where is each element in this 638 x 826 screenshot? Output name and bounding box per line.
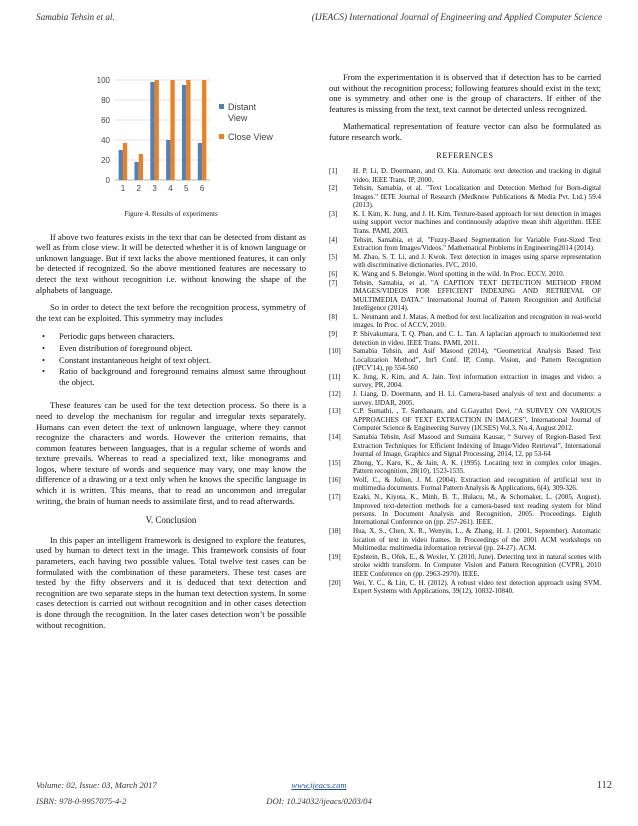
- reference-text: Wolf, C., & Jolion, J. M. (2004). Extraction and recognition of artificial text in multimedia documents. Formal Pattern Analysis & Applications, 6(4), 309-326.: [353, 475, 601, 493]
- bullet-icon: •: [42, 342, 45, 353]
- reference-number: [13]: [329, 407, 341, 416]
- bar-series-2: [123, 143, 127, 180]
- reference-item: [329, 476, 601, 493]
- bullet-item: • Constant instantaneous height of text object.: [42, 354, 211, 365]
- reference-item: [329, 493, 601, 527]
- reference-item: [329, 407, 601, 432]
- reference-text: Samabia Tehsin, Asif Masood and Sumaira Kausar, “ Survey of Region-Based Text Extraction Techniques for Efficient Indexing of Image/Video Retrieval”, International Journal of Image, Graphics and Signal Processing, 2014, 12, pp 53-64: [353, 433, 601, 458]
- footer-doi: DOI: 10.24032/ijeacs/0203/04: [266, 796, 372, 806]
- reference-text: C.P. Sumathi, , T. Santhanam, and G.Gayathri Devi, “A SURVEY ON VARIOUS APPROACHES OF TEXT EXTRACTION IN IMAGES”, International Journal of Computer Science & Engineering Survey (IJCSES) Vol.3, No.4, August 2012.: [353, 407, 601, 433]
- legend-label-distant-view: Distant View: [228, 102, 257, 123]
- bullet-item: • Even distribution of foreground object.: [42, 342, 193, 353]
- reference-text: Samabia Tehsin, and Asif Masood (2014), “Geometrical Analysis Based Text Localization Method”, Int'l Conf. IP, Comp. Vision, and Pattern Recognition (IPCV'14), pp 554-560: [353, 347, 601, 373]
- reference-item: [329, 527, 601, 552]
- reference-text: J. Liang, D. Doermann, and H. Li. Camera-based analysis of text and documents: a survey. IJDAR, 2005.: [353, 390, 601, 407]
- bar-series-1: [166, 140, 170, 180]
- reference-number: [18]: [329, 527, 341, 536]
- reference-item: [329, 433, 601, 458]
- reference-text: Ezaki, N., Kiyota, K., Minh, B. T., Bulacu, M., & Schomaker, L. (2005, August). Improved text-detection methods for a camera-based text reading system for blind persons. In Document Analysis and Recognition, 2005. Proceedings. Eighth International Conference on (pp. 257-261). IEEE.: [353, 493, 601, 527]
- y-tick-label: 20: [101, 156, 110, 165]
- reference-item: [329, 313, 601, 330]
- y-tick-label: 80: [101, 96, 110, 105]
- reference-number: [5]: [329, 252, 338, 261]
- bar-series-1: [198, 143, 202, 180]
- section-heading-conclusion: V. Conclusion: [145, 515, 197, 526]
- reference-item: [329, 210, 601, 235]
- legend-swatch-1: [219, 104, 224, 109]
- reference-text: Zhong, Y., Karu, K., & Jain, A. K. (1995). Locating text in complex color images. Pattern recognition, 28(10), 1523-1535.: [353, 458, 601, 476]
- y-tick-label: 0: [105, 176, 110, 185]
- reference-item: [329, 253, 601, 270]
- footer-journal-link[interactable]: www.ijeacs.com: [291, 780, 347, 790]
- y-tick-label: 60: [101, 116, 110, 125]
- references-heading: REFERENCES: [436, 150, 494, 160]
- reference-number: [20]: [329, 578, 341, 587]
- bar-series-2: [170, 80, 174, 180]
- reference-item: [329, 390, 601, 407]
- reference-list: [329, 167, 601, 595]
- reference-item: [329, 184, 601, 209]
- bullet-icon: •: [42, 354, 45, 365]
- figure-caption: Figure 4. Results of experiments: [124, 210, 218, 218]
- x-tick-label: 1: [120, 184, 126, 193]
- reference-text: Hua, X. S., Chen, X. R., Wenyin, L., & Zhang, H. J. (2001, September). Automatic location of text in video frames. In Proceedings of the 2001 ACM workshops on Multimedia: multimedia information retrieval (pp. 24-27). ACM.: [353, 527, 601, 553]
- reference-number: [14]: [329, 433, 341, 442]
- reference-text: Wei, Y. C., & Lin, C. H. (2012). A robust video text detection approach using SVM. Expert Systems with Applications, 39(12), 10832-10840.: [353, 578, 601, 595]
- reference-text: Tehsin, Samabia, et al. "A CAPTION TEXT DETECTION METHOD FROM IMAGES/VIDEOS FOR EFFICIENT INDEXING AND RETRIEVAL OF MULTIMEDIA DATA." International Journal of Pattern Recognition and Artificial Intelligence (2014).: [353, 278, 601, 313]
- footer-isbn: ISBN: 978-0-9957075-4-2: [36, 796, 127, 806]
- running-header-journal: (IJEACS) International Journal of Engineering and Applied Computer Science: [311, 12, 602, 22]
- page-number: 112: [596, 780, 612, 791]
- reference-item: [329, 579, 601, 596]
- reference-number: [11]: [329, 373, 341, 381]
- reference-item: [329, 330, 601, 347]
- bullet-item: • Ratio of background and foreground remains almost same throughout the object.: [42, 366, 306, 387]
- x-tick-label: 4: [168, 184, 173, 193]
- conclusion-paragraph: In this paper an intelligent framework is designed to explore the features, used by human to detect text in the image. This framework consists of four parameters, each having two possible values. Total twelve test cases can be formulated with the combination of these parameters. These test cases are tested by the fifty observers and it is deduced that text detection and recognition are two separate steps in the human text detection system. In some cases detection is carried out without recognition and in other cases detection is done through the recognition. In the later cases detection won’t be possible without recognition.: [36, 534, 306, 630]
- reference-text: K. Jung, K. Kim, and A. Jain. Text information extraction in images and video: a survey. PR, 2004.: [353, 373, 601, 390]
- bar-series-1: [119, 150, 123, 180]
- left-paragraph-3: These features can be used for the text detection process. So there is a need to develop the mechanism for regular and irregular texts separately. Humans can even detect the text of unknown language, where they cannot recognize the characters and words. However the criterion remains, that common features between languages, that is a regular scheme of words and texture prevails. Whereas to read a specialized text, like monograms and logos, where texture of words and sequence may vary, one may know the difference of a drawing or a text only when he knows the specific language in which it is written. This means, that to read an uncommon and irregular writing, the brain of human needs to assimilate first, and to read afterwards.: [36, 400, 306, 506]
- reference-number: [8]: [329, 312, 338, 321]
- reference-text: H. P. Li, D. Doermann, and O. Kia. Automatic text detection and tracking in digital video. IEEE Trans. IP, 2000.: [353, 167, 601, 184]
- left-column: [36, 209, 306, 630]
- reference-number: [7]: [329, 278, 338, 287]
- bar-series-2: [139, 154, 143, 180]
- reference-text: K. Wang and S. Belongie. Word spotting in the wild. In Proc. ECCV, 2010.: [353, 270, 565, 279]
- feature-bullet-list: [36, 331, 306, 387]
- bar-series-1: [134, 162, 138, 180]
- reference-item: [329, 279, 601, 313]
- bullet-icon: •: [42, 331, 45, 342]
- reference-number: [6]: [329, 270, 338, 279]
- y-tick-label: 100: [96, 76, 110, 85]
- reference-item: [329, 373, 601, 390]
- bar-series-1: [150, 82, 154, 180]
- left-paragraph-2: So in order to detect the text before the recognition process, symmetry of the text can be exploited. This symmetry may includes: [36, 302, 306, 323]
- reference-number: [1]: [329, 167, 338, 176]
- bar-series-2: [155, 80, 159, 180]
- reference-item: [329, 270, 601, 278]
- reference-item: [329, 347, 601, 372]
- reference-text: M. Zhao, S. T. Li, and J. Kwok. Text detection in images using sparse representation with discriminative dictionaries. IVC, 2010.: [353, 252, 601, 270]
- reference-item: [329, 553, 601, 578]
- reference-number: [19]: [329, 552, 341, 561]
- reference-number: [4]: [329, 235, 338, 244]
- reference-number: [9]: [329, 330, 338, 339]
- y-tick-label: 40: [101, 136, 110, 145]
- right-column: [329, 72, 601, 596]
- reference-number: [3]: [329, 210, 338, 219]
- reference-number: [10]: [329, 347, 341, 356]
- legend-label-close-view: Close View: [228, 132, 273, 142]
- running-header-author: Samabia Tehsin et al.: [36, 12, 115, 22]
- x-tick-label: 6: [199, 184, 205, 193]
- reference-text: Tehsin, Samabia, et al. "Fuzzy-Based Segmentation for Variable Font-Sized Text Extraction from Images/Videos." Mathematical Problems in Engineering2014 (2014).: [353, 235, 601, 253]
- bullet-item: • Periodic gaps between characters.: [42, 331, 175, 342]
- right-paragraph-2: Mathematical representation of feature vector can also be formulated as future research work.: [329, 121, 601, 142]
- right-paragraph-1: From the experimentation it is observed that if detection has to be carried out without the recognition process; following features should exist in the text; one is symmetry and other one is the group of characters. If either of the features is missing from the text, text cannot be detected unless recognized.: [329, 72, 601, 114]
- reference-item: [329, 236, 601, 253]
- reference-number: [16]: [329, 475, 341, 484]
- legend-swatch-2: [219, 134, 224, 139]
- reference-text: Tehsin, Samabia, et al. "Text Localization and Detection Method for Born-digital Images." IETE Journal of Research (Medknow Publications & Media Pvt. Ltd.) 59.4 (2013).: [353, 184, 601, 210]
- x-tick-label: 2: [136, 184, 141, 193]
- bar-series-2: [186, 80, 190, 180]
- reference-number: [15]: [329, 458, 341, 467]
- x-tick-label: 5: [184, 184, 189, 193]
- bar-series-1: [182, 85, 186, 180]
- reference-number: [2]: [329, 184, 338, 193]
- reference-text: Epshtein, B., Ofek, E., & Wexler, Y. (2010, June). Detecting text in natural scenes with stroke width transform. In Computer Vision and Pattern Recognition (CVPR), 2010 IEEE Conference on (pp. 2963-2970). IEEE.: [353, 552, 601, 578]
- reference-number: [12]: [329, 390, 341, 399]
- bullet-icon: •: [42, 366, 45, 377]
- x-tick-label: 3: [152, 184, 157, 193]
- reference-item: [329, 167, 601, 184]
- footer-volume: Volume: 02, Issue: 03, March 2017: [36, 780, 157, 790]
- reference-text: P. Shivakumara, T. Q. Phan, and C. L. Tan. A laplacian approach to multioriented text detection in video. IEEE Trans. PAMI, 2011.: [353, 330, 601, 347]
- reference-number: [17]: [329, 493, 341, 502]
- left-paragraph-1: If above two features exists in the text that can be detected from distant as well as from close view. It will be detected whether it is of known language or unknown language. But if text lacks the above mentioned features, it can only be detected if recognized. So the above mentioned features are necessary to detect the text without recognition i.e. without knowing the shape of the alphabets of language.: [36, 231, 306, 295]
- bar-series-2: [202, 80, 206, 180]
- reference-text: L. Neumann and J. Matas. A method for text localization and recognition in real-world images. In Proc. of ACCV, 2010.: [353, 312, 601, 330]
- results-bar-chart: [80, 66, 310, 196]
- reference-item: [329, 459, 601, 476]
- reference-text: K. I. Kim, K. Jung, and J. H. Kim. Texture-based approach for text detection in images using support vector machines and continuously adaptive mean shift algorithm. IEEE Trans. PAMI, 2003.: [353, 210, 601, 235]
